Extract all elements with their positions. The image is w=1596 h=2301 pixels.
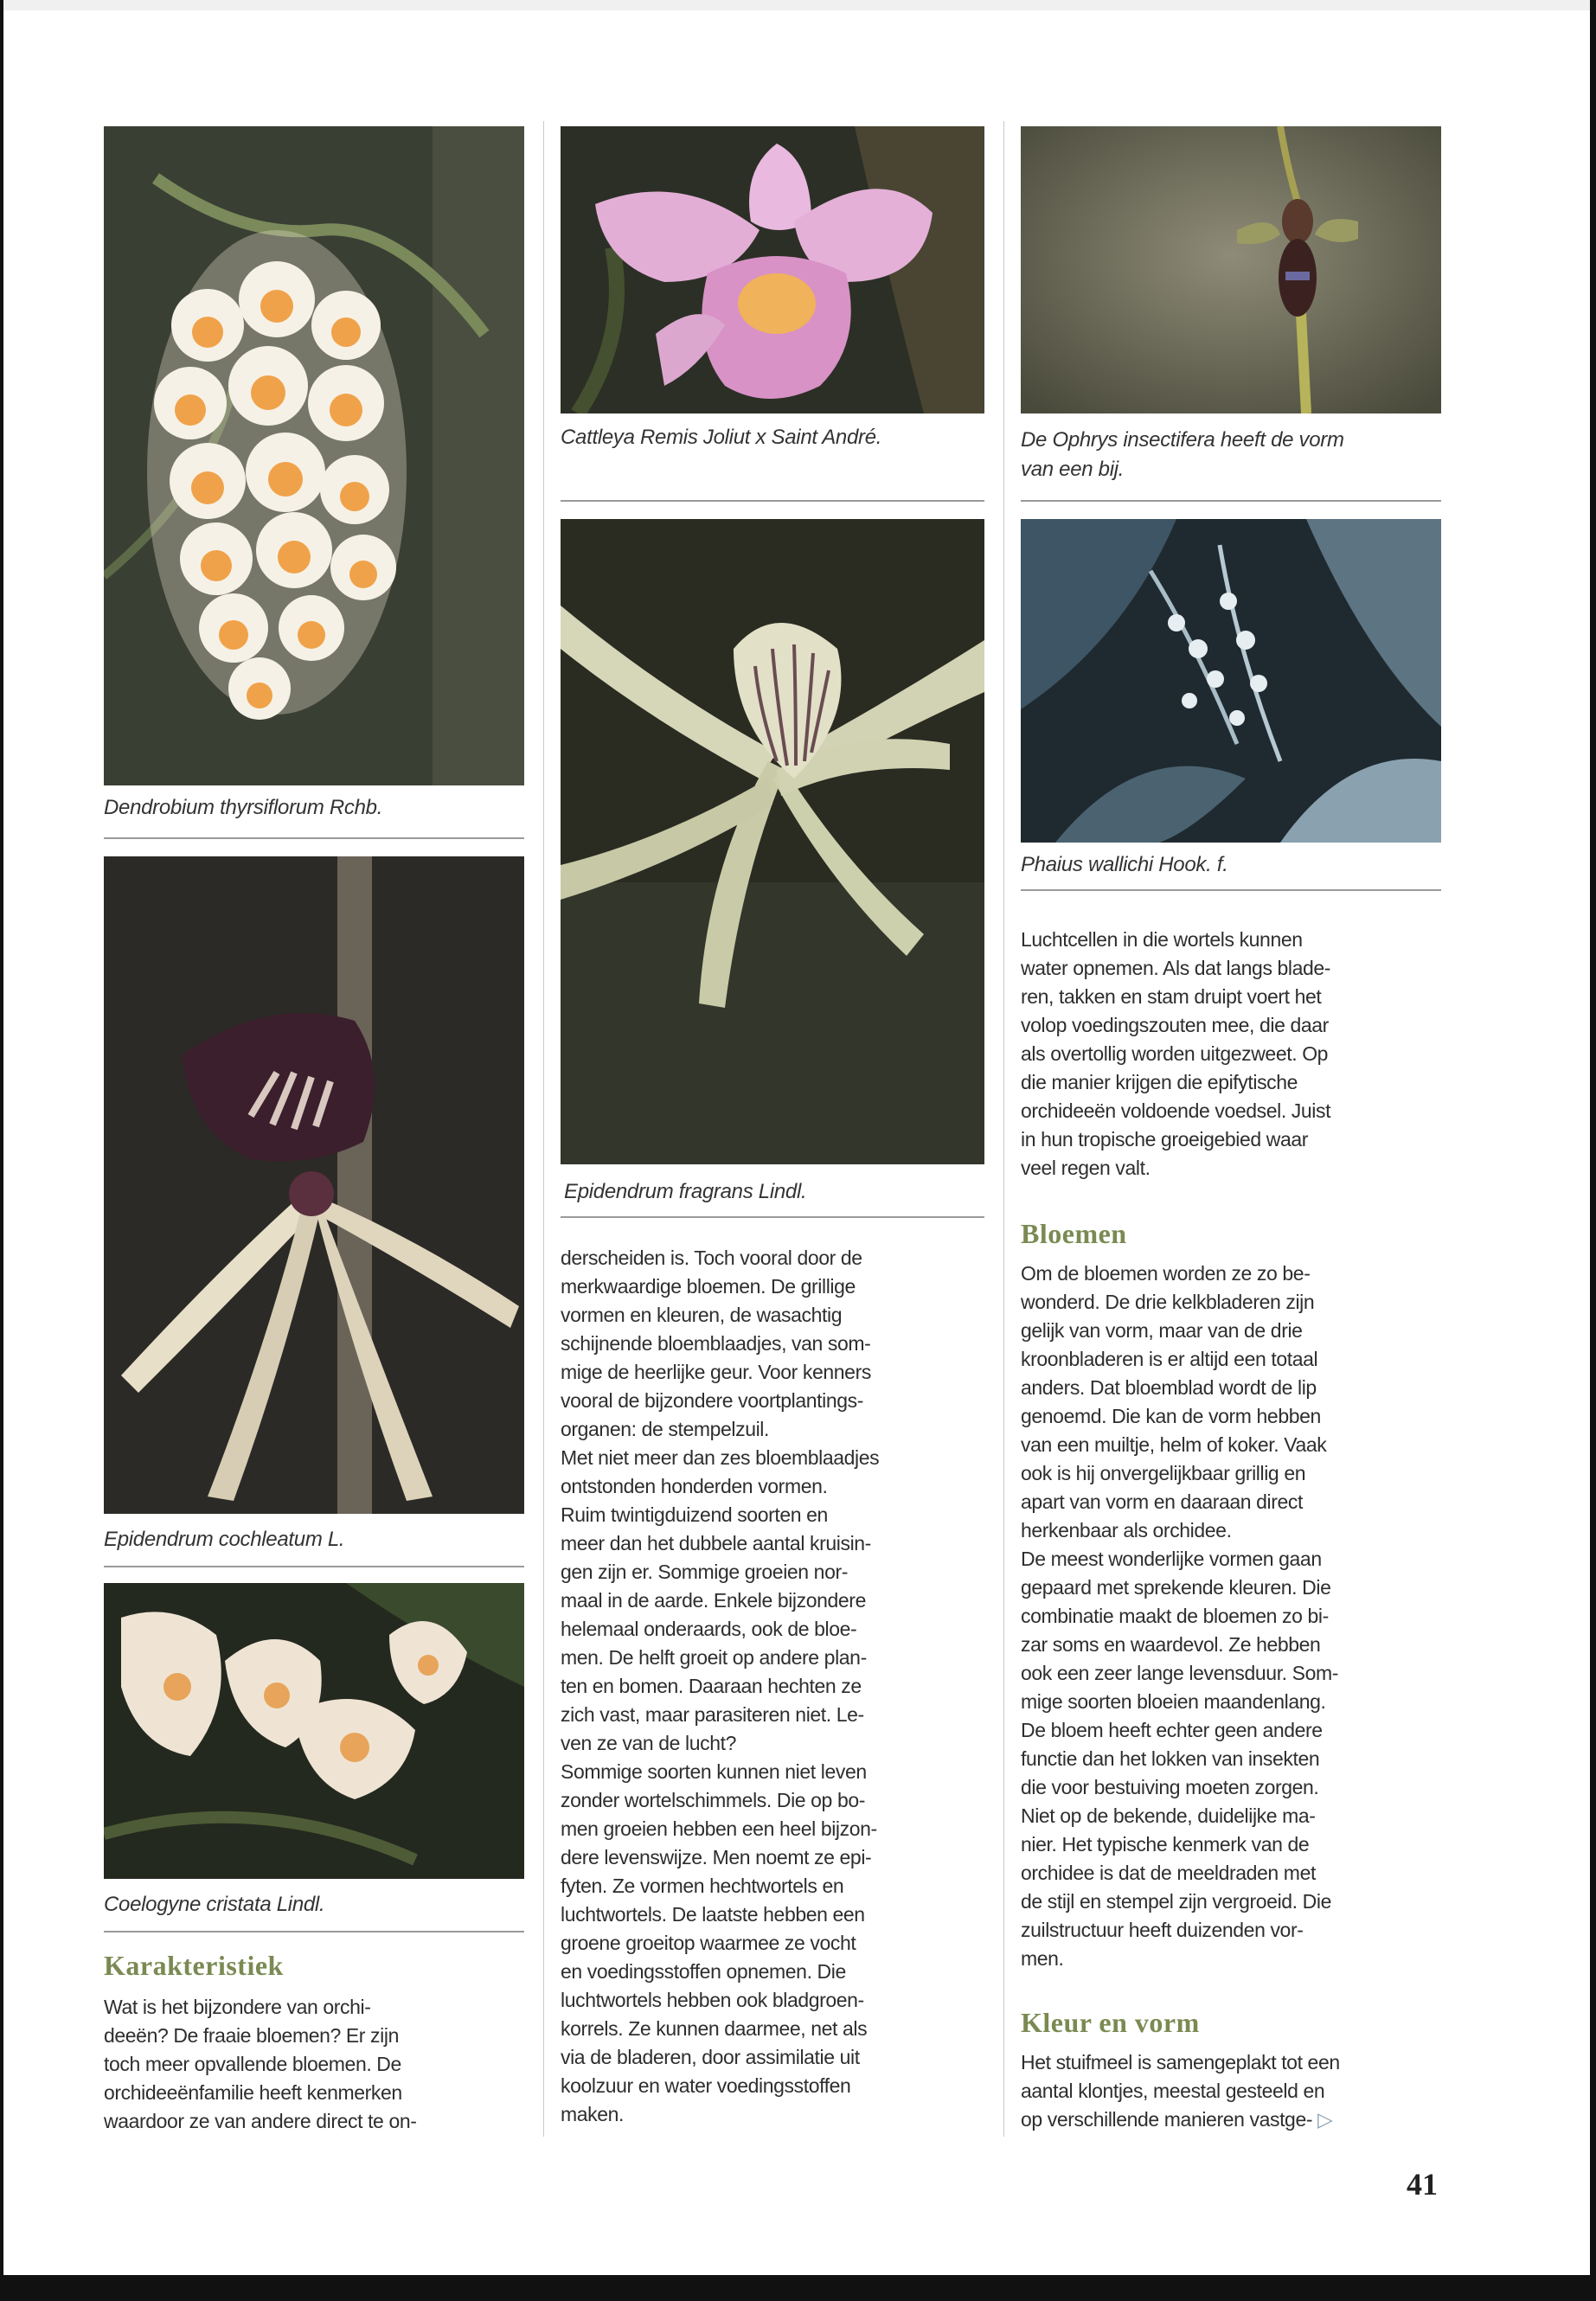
text-line: Sommige soorten kunnen niet leven: [561, 1760, 867, 1783]
caption-ophrys-line-1: De Ophrys insectifera heeft de vorm: [1021, 428, 1344, 452]
text-line: via de bladeren, door assimilatie uit: [561, 2046, 860, 2068]
text-line: orchidee is dat de meeldraden met: [1021, 1862, 1316, 1884]
text-line: De meest wonderlijke vormen gaan: [1021, 1548, 1322, 1570]
text-line: helemaal onderaards, ook de bloe-: [561, 1618, 857, 1640]
text-line: zuilstructuur heeft duizenden vor-: [1021, 1919, 1304, 1941]
text-line-content: op verschillende manieren vastge-: [1021, 2108, 1313, 2131]
text-line: Het stuifmeel is samengeplakt tot een: [1021, 2051, 1340, 2073]
paragraph-kleur-en-vorm: [1021, 2048, 1445, 2134]
caption-rule: [104, 1566, 524, 1567]
caption-epidendrum-cochleatum: Epidendrum cochleatum L.: [104, 1528, 345, 1551]
text-line: ten en bomen. Daaraan hechten ze: [561, 1675, 862, 1697]
text-line: volop voedingszouten mee, die daar: [1021, 1014, 1329, 1036]
text-line: gelijk van vorm, maar van de drie: [1021, 1319, 1303, 1342]
caption-phaius: Phaius wallichi Hook. f.: [1021, 853, 1228, 876]
text-line: maken.: [561, 2103, 625, 2125]
text-line: anders. Dat bloemblad wordt de lip: [1021, 1376, 1317, 1399]
column-divider-2: [1003, 121, 1004, 2137]
text-line: schijnende bloemblaadjes, van som-: [561, 1332, 871, 1355]
text-line: en voedingsstoffen opnemen. Die: [561, 1960, 846, 1983]
text-line: Luchtcellen in die wortels kunnen: [1021, 928, 1303, 951]
text-line: toch meer opvallende bloemen. De: [104, 2053, 401, 2075]
caption-rule: [1021, 500, 1441, 502]
text-line: derscheiden is. Toch vooral door de: [561, 1247, 862, 1269]
text-line: ontstonden honderden vormen.: [561, 1475, 828, 1497]
text-line: ook een zeer lange levensduur. Som-: [1021, 1662, 1339, 1684]
text-line: gen zijn er. Sommige groeien nor-: [561, 1561, 848, 1583]
text-line: mige soorten bloeien maandenlang.: [1021, 1690, 1326, 1713]
text-line: waardoor ze van andere direct te on-: [104, 2110, 417, 2132]
caption-coelogyne: Coelogyne cristata Lindl.: [104, 1893, 325, 1916]
text-line: in hun tropische groeigebied waar: [1021, 1128, 1309, 1150]
caption-rule: [1021, 889, 1441, 891]
text-line: Wat is het bijzondere van orchi-: [104, 1996, 371, 2018]
text-line: nier. Het typische kenmerk van de: [1021, 1833, 1310, 1856]
text-line: kroonbladeren is er altijd een totaal: [1021, 1348, 1318, 1370]
text-line: die voor bestuiving moeten zorgen.: [1021, 1776, 1319, 1798]
text-line: Om de bloemen worden ze zo be-: [1021, 1262, 1311, 1285]
text-line: maal in de aarde. Enkele bijzondere: [561, 1589, 866, 1612]
text-line: zar soms en waardevol. Ze hebben: [1021, 1633, 1321, 1656]
text-line: gepaard met sprekende kleuren. Die: [1021, 1576, 1331, 1599]
photo-cattleya: [561, 126, 984, 413]
text-line: water opnemen. Als dat langs blade-: [1021, 957, 1331, 979]
text-line: Met niet meer dan zes bloemblaadjes: [561, 1446, 880, 1469]
caption-dendrobium: Dendrobium thyrsiflorum Rchb.: [104, 796, 383, 819]
text-line: ven ze van de lucht?: [561, 1732, 736, 1754]
text-line: merkwaardige bloemen. De grillige: [561, 1275, 856, 1298]
text-line: men groeien hebben een heel bijzon-: [561, 1817, 877, 1840]
text-line: meer dan het dubbele aantal kruisin-: [561, 1532, 871, 1554]
text-line: luchtwortels. De laatste hebben een: [561, 1903, 865, 1926]
photo-epidendrum-fragrans: [561, 519, 984, 1164]
text-line: als overtollig worden uitgezweet. Op: [1021, 1042, 1329, 1065]
text-line: aantal klontjes, meestal gesteeld en: [1021, 2080, 1325, 2102]
heading-kleur-en-vorm: Kleur en vorm: [1021, 2007, 1200, 2038]
caption-rule: [104, 837, 524, 839]
text-line: wonderd. De drie kelkbladeren zijn: [1021, 1291, 1315, 1313]
photo-epidendrum-cochleatum: [104, 856, 524, 1514]
text-line: apart van vorm en daaraan direct: [1021, 1490, 1304, 1513]
text-line: Niet op de bekende, duidelijke ma-: [1021, 1804, 1316, 1827]
text-line: genoemd. Die kan de vorm hebben: [1021, 1405, 1321, 1427]
column-divider-1: [543, 121, 544, 2137]
caption-ophrys-line-2: van een bij.: [1021, 458, 1125, 481]
photo-phaius: [1021, 519, 1441, 843]
caption-epidendrum-fragrans: Epidendrum fragrans Lindl.: [564, 1180, 807, 1203]
text-line: korrels. Ze kunnen daarmee, net als: [561, 2017, 868, 2040]
continue-arrow-icon: ▷: [1317, 2108, 1333, 2131]
text-line: koolzuur en water voedingsstoffen: [561, 2074, 851, 2097]
paragraph-column-2: [561, 1244, 989, 2129]
text-line: ren, takken en stam druipt voert het: [1021, 985, 1322, 1008]
top-edge: [0, 0, 1596, 10]
text-line: De bloem heeft echter geen andere: [1021, 1719, 1323, 1741]
text-line: zich vast, maar parasiteren niet. Le-: [561, 1703, 864, 1726]
text-line: herkenbaar als orchidee.: [1021, 1519, 1232, 1541]
text-line: luchtwortels hebben ook bladgroen-: [561, 1989, 864, 2011]
text-line: ook is hij onvergelijkbaar grillig en: [1021, 1462, 1306, 1484]
text-line: dere levenswijze. Men noemt ze epi-: [561, 1846, 872, 1868]
text-line: orchideeën voldoende voedsel. Juist: [1021, 1099, 1331, 1122]
caption-cattleya: Cattleya Remis Joliut x Saint André.: [561, 426, 882, 449]
text-line: fyten. Ze vormen hechtwortels en: [561, 1875, 844, 1897]
paragraph-bloemen: [1021, 1259, 1445, 1973]
text-line: zonder wortelschimmels. Die op bo-: [561, 1789, 865, 1811]
text-line: functie dan het lokken van insekten: [1021, 1747, 1320, 1770]
text-line: combinatie maakt de bloemen zo bi-: [1021, 1605, 1329, 1627]
text-line: [1021, 2106, 1445, 2134]
bottom-edge: [0, 2275, 1596, 2301]
text-line: men.: [1021, 1947, 1064, 1970]
paragraph-luchtcellen: [1021, 926, 1445, 1183]
text-line: vormen en kleuren, de wasachtig: [561, 1304, 843, 1326]
heading-karakteristiek: Karakteristiek: [104, 1950, 284, 1981]
left-edge: [0, 0, 3, 2301]
text-line: vooral de bijzondere voortplantings-: [561, 1389, 863, 1412]
caption-rule: [561, 1216, 984, 1218]
paragraph-karakteristiek: [104, 1993, 528, 2136]
caption-rule: [104, 1931, 524, 1932]
heading-bloemen: Bloemen: [1021, 1218, 1127, 1249]
text-line: orchideeënfamilie heeft kenmerken: [104, 2081, 402, 2104]
photo-ophrys: [1021, 126, 1441, 413]
text-line: Ruim twintigduizend soorten en: [561, 1503, 828, 1526]
photo-dendrobium: [104, 126, 524, 785]
text-line: men. De helft groeit op andere plan-: [561, 1646, 867, 1669]
page-number: 41: [1407, 2167, 1438, 2202]
text-line: mige de heerlijke geur. Voor kenners: [561, 1361, 871, 1383]
right-edge: [1590, 0, 1596, 2301]
text-line: organen: de stempelzuil.: [561, 1418, 769, 1440]
photo-coelogyne: [104, 1583, 524, 1879]
text-line: die manier krijgen die epifytische: [1021, 1071, 1298, 1093]
text-line: veel regen valt.: [1021, 1157, 1151, 1179]
text-line: groene groeitop waarmee ze vocht: [561, 1932, 856, 1954]
caption-rule: [561, 500, 984, 502]
caption-ophrys: [1021, 426, 1344, 484]
text-line: de stijl en stempel zijn vergroeid. Die: [1021, 1890, 1331, 1913]
text-line: van een muiltje, helm of koker. Vaak: [1021, 1433, 1327, 1456]
text-line: deeën? De fraaie bloemen? Er zijn: [104, 2024, 399, 2047]
